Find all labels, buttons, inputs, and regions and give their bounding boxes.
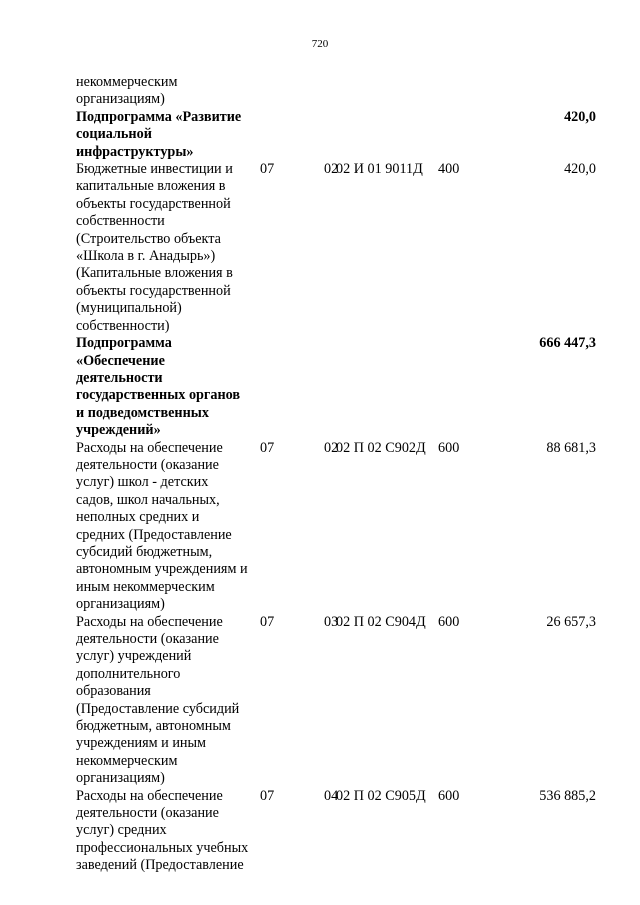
amount: 88 681,3: [546, 439, 596, 456]
subsection-code: 03: [324, 613, 339, 630]
article-code: [336, 74, 438, 109]
article-code: [336, 335, 438, 439]
amount: [482, 74, 596, 109]
amount: 666 447,3: [539, 335, 596, 352]
section-code: [260, 74, 304, 109]
table-row: [76, 161, 596, 335]
expense-type-code: 600: [438, 439, 460, 456]
expense-type-code: 600: [438, 613, 460, 630]
article-code: 02 П 02 С902Д: [336, 439, 426, 456]
subsection-code: 02: [324, 439, 339, 456]
subsection-code: [304, 109, 336, 161]
expense-name: Расходы на обеспечение деятельности (оказание услуг) средних профессиональных учебных заведений (Предоставление: [76, 787, 249, 874]
page-number: 720: [311, 38, 329, 50]
table-row: [76, 109, 596, 161]
amount: 420,0: [564, 108, 596, 125]
expense-type-code: [438, 74, 482, 109]
budget-table: [76, 74, 596, 875]
section-code: [260, 335, 304, 439]
table-row: [76, 614, 596, 788]
expense-name: Подпрограмма «Развитие социальной инфраструктуры»: [76, 108, 242, 160]
expense-name: Бюджетные инвестиции и капитальные вложения в объекты государственной собственности (Строительство объекта «Школа в г. Анадырь») (Капитальные вложения в объекты государственной (муниципальной) собственности): [76, 161, 233, 334]
table-row: [76, 74, 596, 109]
amount: 536 885,2: [539, 787, 596, 804]
section-code: 07: [260, 613, 275, 630]
subsection-code: 02: [324, 161, 339, 178]
table-row: [76, 788, 596, 875]
amount: 420,0: [564, 161, 596, 178]
expense-type-code: [438, 109, 482, 161]
section-code: 07: [260, 439, 275, 456]
subsection-code: [304, 335, 336, 439]
expense-type-code: 400: [438, 161, 460, 178]
expense-type-code: [438, 335, 482, 439]
section-code: [260, 109, 304, 161]
subsection-code: 04: [324, 787, 339, 804]
expense-name: Расходы на обеспечение деятельности (оказание услуг) школ - детских садов, школ начальных, неполных средних и средних (Предоставление субсидий бюджетным, автономным учреждениям и иным некоммерческим организациям): [76, 439, 248, 613]
table-row: [76, 335, 596, 439]
amount: 26 657,3: [546, 613, 596, 630]
expense-type-code: 600: [438, 787, 460, 804]
table-row: [76, 440, 596, 614]
article-code: [336, 109, 438, 161]
article-code: 02 И 01 9011Д: [336, 161, 423, 178]
expense-name: некоммерческим организациям): [76, 74, 178, 108]
article-code: 02 П 02 С904Д: [336, 613, 426, 630]
expense-name: Расходы на обеспечение деятельности (оказание услуг) учреждений дополнительного образования (Предоставление субсидий бюджетным, автономным учреждениям и иным некоммерческим организациям): [76, 613, 240, 787]
section-code: 07: [260, 787, 275, 804]
section-code: 07: [260, 161, 275, 178]
expense-name: Подпрограмма «Обеспечение деятельности государственных органов и подведомственных учреждений»: [76, 335, 241, 439]
article-code: 02 П 02 С905Д: [336, 787, 426, 804]
subsection-code: [304, 74, 336, 109]
